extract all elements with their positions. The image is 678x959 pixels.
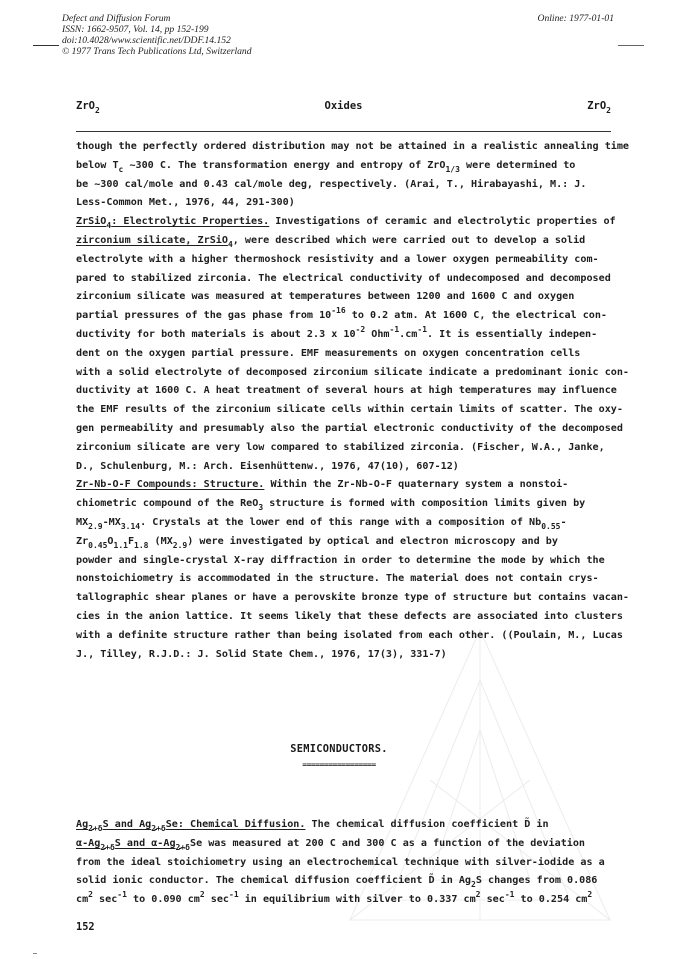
text-line: ductivity for both materials is about 2.3 x $10^{-2}$ $Ohm^{-1}.cm^{-1}$. It is essentially indepen- (76, 324, 598, 340)
citation-block (62, 13, 252, 57)
text-line: powder and single-crystal X-ray diffraction in order to determine the mode by which the (76, 554, 605, 566)
doi-line[interactable]: doi:10.4028/www.scientific.net/DDF.14.152 (62, 35, 231, 46)
text-line: pared to stabilized zirconia. The electrical conductivity of undecomposed and decomposed (76, 272, 611, 284)
header-left: ZrO$_2$ (76, 100, 100, 115)
text-line: D., Schulenburg, M.: Arch. Eisenhüttenw., 1976, 47(10), 607-12) (76, 460, 459, 472)
text-line: dent on the oxygen partial pressure. EMF measurements on oxygen concentration cells (76, 347, 581, 359)
text-line: zirconium silicate, ZrSiO$_4$, were described which were carried out to develop a solid (76, 234, 586, 249)
doi-rule-right (618, 45, 644, 46)
text-line: ZrSiO$_4$: Electrolytic Properties. Investigations of ceramic and electrolytic properties of (76, 216, 616, 231)
header-right: ZrO$_2$ (587, 100, 611, 115)
section-heading-underline: ================= (302, 760, 376, 769)
text-line: zirconium silicate was measured at temperatures between 1200 and 1600 C and oxygen (76, 291, 575, 303)
entry-title-ag2s: $Ag_{2+\delta}S$ and $Ag_{2+\delta}Se$: Chemical Diffusion. (76, 819, 306, 833)
text-line: $Zr_{0.45}O_{1.1}F_{1.8}$ $(MX_{2.9})$ were investigated by optical and electron microscopy and by (76, 535, 558, 550)
text-line: partial pressures of the gas phase from $10^{-16}$ to 0.2 atm. At 1600 C, the electrical con- (76, 306, 607, 322)
entry-title-zrnbof: Zr-Nb-O-F Compounds: Structure. (76, 479, 265, 491)
text-line: zirconium silicate are very low compared to stabilized zirconia. (Fischer, W.A., Janke, (76, 441, 605, 453)
text-line: cies in the anion lattice. It seems likely that these defects are associated into clusters (76, 610, 623, 622)
text-line: ductivity at 1600 C. A heat treatment of several hours at high temperatures may influence (76, 385, 617, 397)
text-line: from the ideal stoichiometry using an electrochemical technique with silver-iodide as a (76, 856, 605, 868)
copyright-line: © 1977 Trans Tech Publications Ltd, Switzerland (62, 46, 252, 57)
issn-line: ISSN: 1662-9507, Vol. 14, pp 152-199 (62, 24, 209, 35)
section-heading: SEMICONDUCTORS. (290, 743, 388, 755)
text-line: gen permeability and presumably also the partial electronic conductivity of the decomposed (76, 422, 623, 434)
header-rule (76, 131, 611, 132)
text-line: $\alpha-Ag_{2+\delta}S$ and $\alpha-Ag_{2+\delta}Se$ was measured at 200 C and 300 C as a function of the deviation (76, 837, 586, 852)
text-line: Less-Common Met., 1976, 44, 291-300) (76, 197, 295, 209)
text-line: electrolyte with a higher thermoshock resistivity and a lower oxygen permeability com- (76, 253, 599, 265)
text-line: with a solid electrolyte of decomposed zirconium silicate indicate a predominant ionic con- (76, 366, 630, 378)
main-text (76, 138, 630, 664)
text-line: $cm^2$ $\sec^{-1}$ to 0.090 $cm^2$ $\sec^{-1}$ in equilibrium with silver to 0.337 $cm^2$ $\sec^{-1}$ to 0.254 $cm^2$ (76, 890, 593, 906)
doi-rule-left (33, 45, 59, 46)
text-line: be ~300 cal/mole and 0.43 cal/mole deg, respectively. (Arai, T., Hirabayashi, M.: J. (76, 178, 587, 190)
running-header (76, 100, 611, 116)
text-line: the EMF results of the zirconium silicate cells within certain limits of scatter. The oxy- (76, 404, 623, 416)
text-line: below $T_c$ ~300 C. The transformation energy and entropy of ZrO$_{1/3}$ were determined to (76, 159, 576, 174)
journal-name: Defect and Diffusion Forum (62, 13, 171, 24)
semiconductor-text (76, 816, 621, 910)
header-center: Oxides (324, 100, 363, 112)
text-line: though the perfectly ordered distribution may not be attained in a realistic annealing time (76, 141, 630, 152)
page-number: 152 (76, 921, 95, 933)
text-line: nonstoichiometry is accommodated in the structure. The material does not contain crys- (76, 573, 599, 585)
text-line: chiometric compound of the ReO$_3$ structure is formed with composition limits given by (76, 498, 586, 513)
text-line: $MX_{2.9}-MX_{3.14}$. Crystals at the lower end of this range with a composition of $Nb_{0.55}-$ (76, 516, 567, 531)
entry-title-zrsio4: ZrSiO$_4$: Electrolytic Properties. (76, 216, 270, 231)
text-line: $Ag_{2+\delta}S$ and $Ag_{2+\delta}Se$: Chemical Diffusion. The chemical diffusion coefficient D̃ in (76, 819, 549, 833)
corner-mark (33, 953, 37, 954)
text-line: Zr-Nb-O-F Compounds: Structure. Within the Zr-Nb-O-F quaternary system a nonstoi- (76, 479, 569, 491)
text-line: solid ionic conductor. The chemical diffusion coefficient D̃ in $Ag_2S$ changes from 0.086 (76, 875, 598, 890)
online-date: Online: 1977-01-01 (537, 13, 614, 24)
text-line: tallographic shear planes or have a perovskite bronze type of structure but contains vacan- (76, 592, 630, 604)
text-line: J., Tilley, R.J.D.: J. Solid State Chem., 1976, 17(3), 331-7) (76, 648, 447, 660)
text-line: with a definite structure rather than being isolated from each other. ((Poulain, M., Lucas (76, 629, 623, 641)
